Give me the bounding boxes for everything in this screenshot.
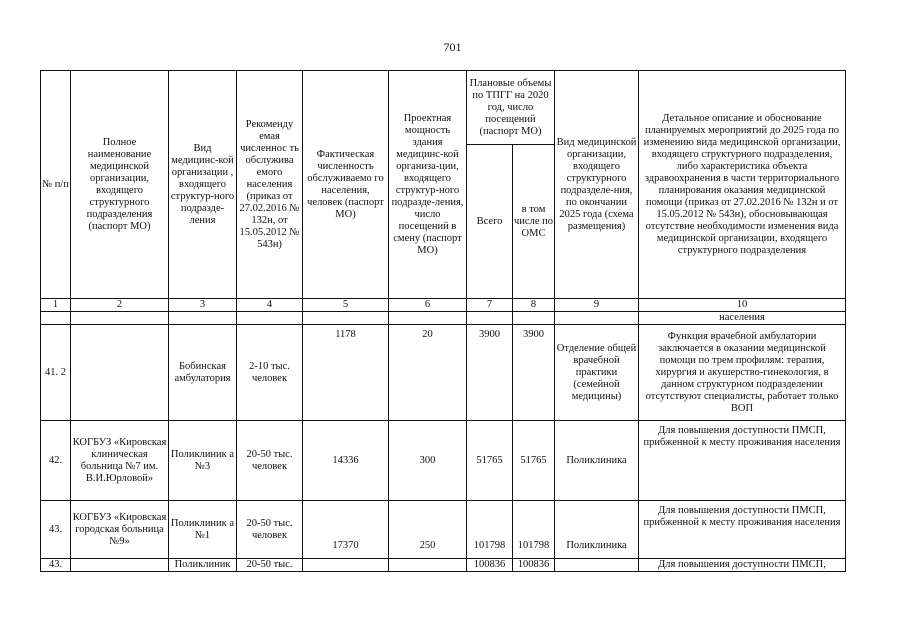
actual-population: 1178 [303, 325, 389, 421]
page-number: 701 [443, 40, 462, 54]
header-col3: Вид медицинс-кой организации , входящего структур-ного подразде-ления [169, 71, 237, 299]
column-number: 5 [303, 299, 389, 312]
column-number: 3 [169, 299, 237, 312]
recommended-population: 20-50 тыс. человек [237, 421, 303, 501]
column-number: 4 [237, 299, 303, 312]
org-type: Бобинская амбулатория [169, 325, 237, 421]
column-number-row [41, 299, 846, 312]
description: Для повышения доступности ПМСП, прибженной к месту проживания населения [639, 501, 846, 559]
data-table [40, 70, 846, 572]
org-name: КОГБУЗ «Кировская городская больница №9» [71, 501, 169, 559]
description: Для повышения доступности ПМСП, прибженной к месту проживания населения [639, 421, 846, 501]
header-col9: Вид медицинской организации, входящего структурного подразделе-ния, по окончании 2025 года (схема размещения) [555, 71, 639, 299]
header-col6: Проектная мощность здания медицинс-кой организа-ции, входящего структур-ного подразде-ления, число посещений в смену (паспорт МО) [389, 71, 467, 299]
header-col4: Рекоменду емая численнос ть обслужива емого населения (приказ от 27.02.2016 № 132н, от 15.05.2012 № 543н) [237, 71, 303, 299]
planned-oms: 3900 [513, 325, 555, 421]
capacity: 250 [389, 501, 467, 559]
recommended-population: 20-50 тыс. человек [237, 501, 303, 559]
table-row [41, 559, 846, 572]
description: Функция врачебной амбулатории заключается в оказании медицинской помощи по трем профилям: терапия, хирургия и акушерство-гинекология, в данном структурном подразделении отсутствуют специалисты, работает только ВОП [639, 325, 846, 421]
org-type-2025: Поликлиника [555, 421, 639, 501]
recommended-population: 2-10 тыс. человек [237, 325, 303, 421]
continuation-row [41, 312, 846, 325]
table-row [41, 421, 846, 501]
planned-oms: 51765 [513, 421, 555, 501]
org-name [71, 559, 169, 572]
planned-total: 51765 [467, 421, 513, 501]
actual-population: 14336 [303, 421, 389, 501]
header-col7-8-group: Плановые объемы по ТПГГ на 2020 год, число посещений (паспорт МО) [467, 71, 555, 145]
continuation-text: населения [639, 312, 846, 325]
column-number: 2 [71, 299, 169, 312]
planned-oms: 100836 [513, 559, 555, 572]
column-number: 8 [513, 299, 555, 312]
recommended-population: 20-50 тыс. [237, 559, 303, 572]
column-number: 6 [389, 299, 467, 312]
row-number: 42. [41, 421, 71, 501]
header-row [41, 71, 846, 145]
planned-total: 101798 [467, 501, 513, 559]
row-number: 41. 2 [41, 325, 71, 421]
table-row [41, 325, 846, 421]
org-type-2025: Поликлиника [555, 501, 639, 559]
header-col7: Всего [467, 145, 513, 299]
org-type: Поликлиник а №1 [169, 501, 237, 559]
table-row [41, 501, 846, 559]
column-number: 9 [555, 299, 639, 312]
org-name: КОГБУЗ «Кировская клиническая больница №7 им. В.И.Юрловой» [71, 421, 169, 501]
row-number: 43. [41, 501, 71, 559]
planned-oms: 101798 [513, 501, 555, 559]
org-type-2025: Отделение общей врачебной практики (семейной медицины) [555, 325, 639, 421]
capacity [389, 559, 467, 572]
header-col10: Детальное описание и обоснование планируемых мероприятий до 2025 года по изменению вида медицинской организации, входящего структурного подразделения, либо характеристика объекта здравоохранения в части территориального планирования оказания медицинской помощи (приказ от 27.02.2016 № 132н и от 15.05.2012 № 543н), обосновывающая отсутствие необходимости изменения вида медицинской организации, входящего структурного подразделения [639, 71, 846, 299]
column-number: 1 [41, 299, 71, 312]
header-col1: № п/п [41, 71, 71, 299]
org-type: Поликлиник [169, 559, 237, 572]
row-number: 43. [41, 559, 71, 572]
header-col2: Полное наименование медицинской организации, входящего структурного подразделения (паспорт МО) [71, 71, 169, 299]
column-number: 10 [639, 299, 846, 312]
capacity: 20 [389, 325, 467, 421]
actual-population [303, 559, 389, 572]
header-col5: Фактическая численность обслуживаемо го населения, человек (паспорт МО) [303, 71, 389, 299]
org-type-2025 [555, 559, 639, 572]
planned-total: 100836 [467, 559, 513, 572]
description: Для повышения доступности ПМСП, [639, 559, 846, 572]
capacity: 300 [389, 421, 467, 501]
org-name [71, 325, 169, 421]
header-col8: в том числе по ОМС [513, 145, 555, 299]
column-number: 7 [467, 299, 513, 312]
org-type: Поликлиник а №3 [169, 421, 237, 501]
planned-total: 3900 [467, 325, 513, 421]
actual-population: 17370 [303, 501, 389, 559]
